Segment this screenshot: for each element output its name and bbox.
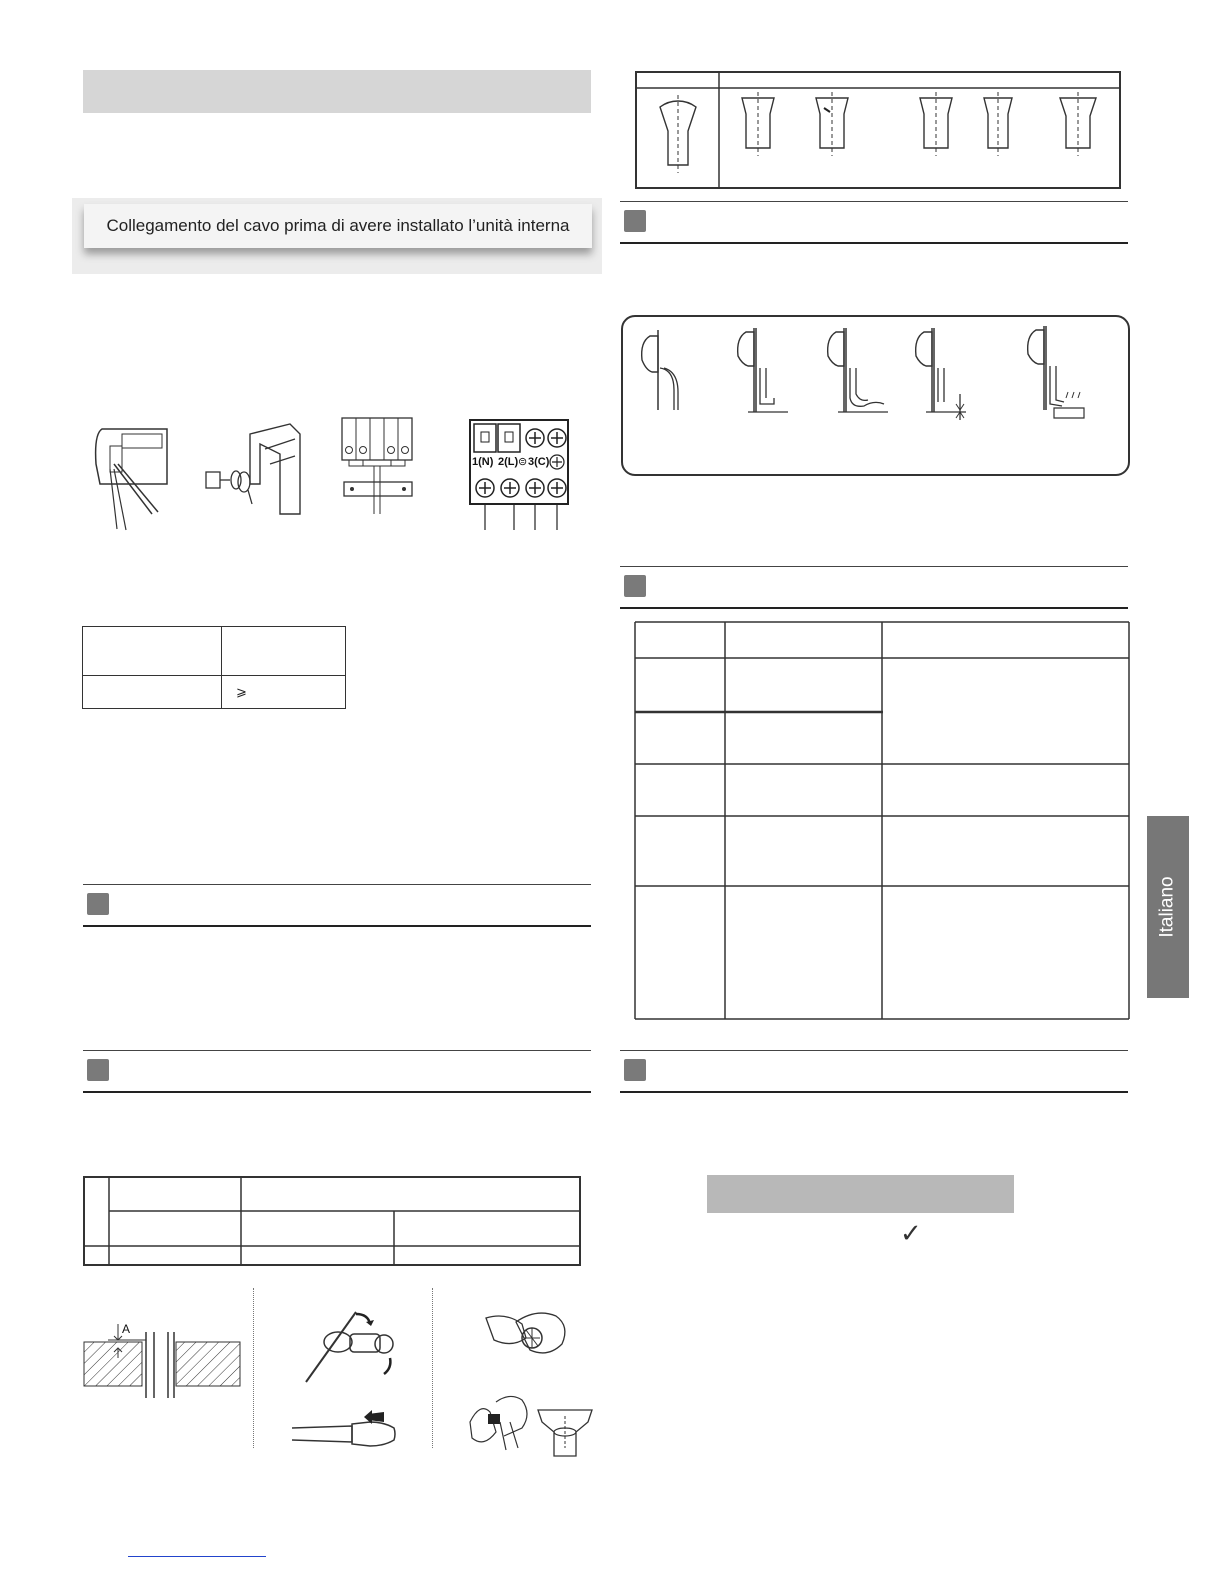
checklist-header-bar (707, 1175, 1014, 1213)
language-side-tab-label: Italiano (1157, 876, 1178, 938)
terminal-label-2l: 2(L) (498, 456, 519, 468)
cable-table-cell (222, 676, 346, 709)
footer-link-underline (128, 1556, 266, 1557)
pipe-deburr-illustration (292, 1414, 402, 1454)
incorrect-flare-illustration (738, 92, 778, 156)
drain-pipe-wrong-illustration (1020, 326, 1090, 426)
check-mark-icon: ✓ (900, 1218, 922, 1248)
section-number-badge (624, 575, 646, 597)
drain-pipe-correct-illustration (638, 330, 698, 430)
cable-table-cell (222, 627, 346, 676)
flare-depth-label: A (122, 1322, 131, 1336)
terminal-strip-illustration (340, 416, 420, 516)
section-number-badge (624, 210, 646, 232)
flare-depth-illustration (84, 1318, 244, 1438)
terminal-label-1n: 1(N) (472, 456, 494, 468)
section-rule-right-1 (620, 201, 1128, 244)
section-rule-right-2 (620, 566, 1128, 609)
flared-pipe-end-illustration (536, 1408, 596, 1458)
incorrect-flare-illustration (916, 92, 956, 156)
terminal-block-illustration (468, 418, 572, 534)
ground-screw-illustration (200, 424, 310, 524)
section-header-bar (83, 70, 591, 113)
flare-shape-table-lines (635, 71, 1121, 189)
callout-title (84, 204, 592, 248)
language-side-tab[interactable] (1147, 816, 1189, 998)
cable-table-cell (83, 676, 222, 709)
section-number-badge (624, 1059, 646, 1081)
dotted-divider (432, 1288, 433, 1448)
cable-table-cell (83, 627, 222, 676)
pipe-table-lines (83, 1176, 581, 1266)
incorrect-flare-illustration (980, 92, 1016, 156)
section-number-badge (87, 893, 109, 915)
incorrect-flare-illustration (1058, 92, 1098, 156)
incorrect-flare-illustration (812, 92, 852, 156)
pipe-cutter-illustration (296, 1308, 406, 1388)
cable-table-geq-symbol: ⩾ (236, 684, 247, 699)
hand-flare-nut-illustration (486, 1298, 576, 1368)
indoor-unit-cable-illustration (92, 424, 172, 534)
terminal-label-3c: 3(C) (528, 456, 550, 468)
callout-title-text: Collegamento del cavo prima di avere installato l’unità interna (106, 216, 570, 235)
drain-pipe-wrong-illustration (820, 328, 890, 428)
terminal-ground-symbol: ⊜ (518, 456, 528, 468)
flaring-tool-illustration (466, 1392, 536, 1452)
section-rule-right-3 (620, 1050, 1128, 1093)
section-rule-left-1 (83, 884, 591, 927)
section-rule-left-2 (83, 1050, 591, 1093)
drain-pipe-wrong-illustration (730, 328, 790, 428)
dotted-divider (253, 1288, 254, 1448)
correct-flare-illustration (658, 95, 698, 175)
specification-table (635, 622, 1131, 1022)
cable-size-table (82, 626, 346, 709)
drain-pipe-wrong-illustration (908, 328, 968, 428)
section-number-badge (87, 1059, 109, 1081)
